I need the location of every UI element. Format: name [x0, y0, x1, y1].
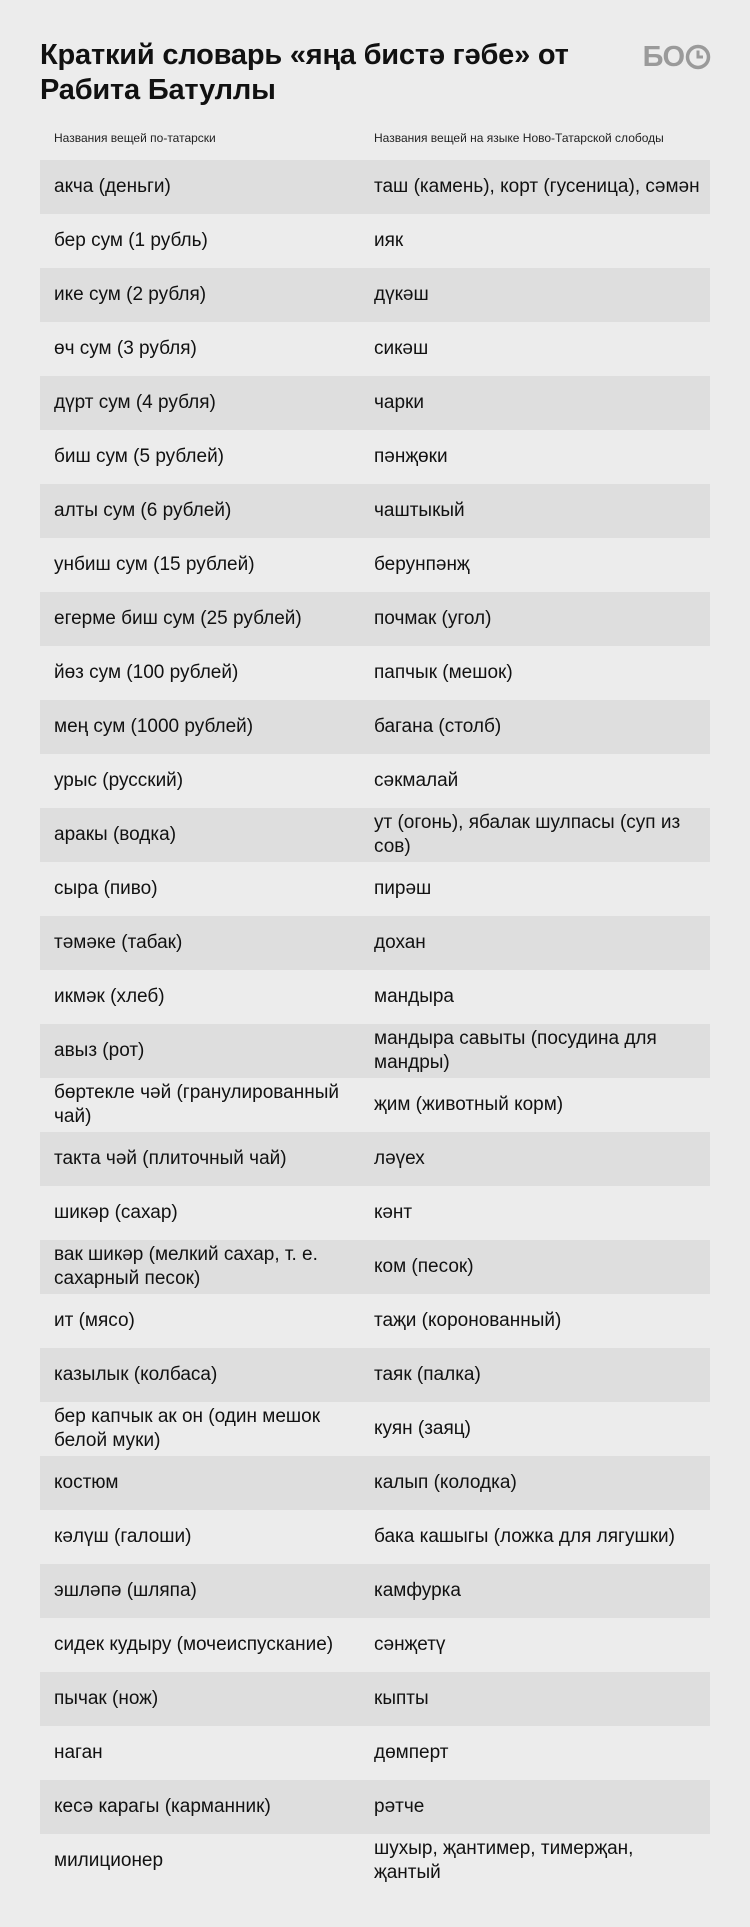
cell-tatar-text: казылык (колбаса): [54, 1364, 218, 1385]
cell-tatar: [54, 1294, 364, 1348]
cell-tatar-text: наган: [54, 1742, 103, 1763]
cell-sloboda-text: сәкмалай: [374, 770, 459, 791]
logo-text: БО: [642, 41, 684, 73]
cell-tatar-text: егерме биш сум (25 рублей): [54, 608, 302, 629]
cell-sloboda-text: мандыра савыты (посудина для мандры): [374, 1028, 657, 1073]
cell-sloboda: [374, 268, 704, 322]
cell-tatar: [54, 430, 364, 484]
table-row: [40, 1024, 710, 1078]
cell-sloboda-text: ияк: [374, 230, 404, 251]
cell-tatar-text: бер капчык ак он (один мешок белой муки): [54, 1406, 321, 1451]
cell-tatar-text: шикәр (сахар): [54, 1202, 178, 1223]
table-row: [40, 430, 710, 484]
cell-sloboda-text: рәтче: [374, 1796, 425, 1817]
cell-tatar-text: кәлүш (галоши): [54, 1526, 192, 1547]
cell-sloboda: [374, 1402, 704, 1456]
cell-tatar: [54, 1510, 364, 1564]
cell-sloboda: [374, 916, 704, 970]
cell-sloboda: [374, 1240, 704, 1294]
column-header-sloboda: Названия вещей на языке Ново-Татарской слободы: [374, 131, 664, 145]
cell-sloboda-text: чарки: [374, 392, 424, 413]
cell-sloboda-text: багана (столб): [374, 716, 502, 737]
cell-sloboda-text: кыпты: [374, 1688, 429, 1709]
cell-tatar-text: өч сум (3 рубля): [54, 338, 197, 359]
table-row: [40, 268, 710, 322]
cell-sloboda-text: камфурка: [374, 1580, 461, 1601]
cell-sloboda: [374, 1510, 704, 1564]
cell-sloboda: [374, 1078, 704, 1132]
cell-sloboda-text: калып (колодка): [374, 1472, 517, 1493]
cell-sloboda-text: ком (песок): [374, 1256, 474, 1277]
cell-sloboda-text: шухыр, җантимер, тимерҗан, җантый: [374, 1838, 634, 1883]
cell-tatar-text: икмәк (хлеб): [54, 986, 165, 1007]
cell-tatar-text: такта чәй (плиточный чай): [54, 1148, 287, 1169]
cell-sloboda: [374, 1672, 704, 1726]
cell-sloboda: [374, 322, 704, 376]
table-row: [40, 1294, 710, 1348]
cell-tatar: [54, 1456, 364, 1510]
clock-icon: [685, 44, 711, 70]
table-row: [40, 1726, 710, 1780]
cell-tatar: [54, 1240, 364, 1294]
cell-tatar: [54, 916, 364, 970]
table-row: [40, 646, 710, 700]
cell-tatar: [54, 268, 364, 322]
cell-tatar-text: бер сум (1 рубль): [54, 230, 208, 251]
table-row: [40, 1186, 710, 1240]
cell-sloboda-text: дохан: [374, 932, 426, 953]
cell-sloboda: [374, 538, 704, 592]
cell-sloboda-text: куян (заяц): [374, 1418, 471, 1439]
cell-tatar: [54, 214, 364, 268]
cell-sloboda: [374, 808, 704, 862]
cell-sloboda-text: таяк (палка): [374, 1364, 481, 1385]
cell-tatar: [54, 1132, 364, 1186]
table-row: [40, 916, 710, 970]
cell-sloboda-text: сәнҗетү: [374, 1634, 446, 1655]
cell-sloboda-text: дүкәш: [374, 284, 429, 305]
table-row: [40, 322, 710, 376]
cell-sloboda-text: бака кашыгы (ложка для лягушки): [374, 1526, 675, 1547]
cell-sloboda: [374, 1834, 704, 1888]
cell-tatar-text: кесә карагы (карманник): [54, 1796, 271, 1817]
dictionary-table: [40, 160, 710, 1888]
cell-tatar-text: алты сум (6 рублей): [54, 500, 232, 521]
cell-tatar: [54, 322, 364, 376]
table-row: [40, 214, 710, 268]
cell-tatar-text: сидек кудыру (мочеиспускание): [54, 1634, 334, 1655]
cell-tatar: [54, 1186, 364, 1240]
table-row: [40, 484, 710, 538]
cell-sloboda: [374, 1618, 704, 1672]
cell-sloboda-text: сикәш: [374, 338, 429, 359]
cell-sloboda: [374, 754, 704, 808]
cell-tatar-text: ике сум (2 рубля): [54, 284, 207, 305]
page-title: Краткий словарь «яңа бистә гәбе» от Рабита Батуллы: [40, 39, 569, 106]
cell-sloboda: [374, 430, 704, 484]
table-row: [40, 1456, 710, 1510]
cell-tatar: [54, 1402, 364, 1456]
cell-sloboda: [374, 214, 704, 268]
cell-tatar-text: сыра (пиво): [54, 878, 158, 899]
cell-tatar: [54, 808, 364, 862]
cell-sloboda-text: ут (огонь), ябалак шулпасы (суп из сов): [374, 812, 681, 857]
cell-sloboda: [374, 1294, 704, 1348]
cell-tatar-text: тәмәке (табак): [54, 932, 183, 953]
cell-sloboda: [374, 1456, 704, 1510]
cell-tatar: [54, 754, 364, 808]
cell-tatar: [54, 1348, 364, 1402]
table-row: [40, 1132, 710, 1186]
table-row: [40, 1564, 710, 1618]
cell-sloboda: [374, 592, 704, 646]
cell-tatar: [54, 592, 364, 646]
cell-sloboda-text: пирәш: [374, 878, 432, 899]
cell-tatar: [54, 160, 364, 214]
cell-sloboda: [374, 1186, 704, 1240]
cell-tatar-text: авыз (рот): [54, 1040, 145, 1061]
cell-tatar: [54, 1078, 364, 1132]
cell-tatar: [54, 376, 364, 430]
cell-tatar-text: аракы (водка): [54, 824, 177, 845]
cell-sloboda: [374, 1726, 704, 1780]
cell-tatar: [54, 862, 364, 916]
cell-sloboda-text: почмак (угол): [374, 608, 492, 629]
table-row: [40, 1834, 710, 1888]
cell-sloboda: [374, 160, 704, 214]
cell-tatar: [54, 970, 364, 1024]
cell-sloboda: [374, 646, 704, 700]
cell-sloboda-text: ләүех: [374, 1148, 425, 1169]
cell-tatar: [54, 1780, 364, 1834]
cell-tatar-text: мең сум (1000 рублей): [54, 716, 254, 737]
cell-tatar-text: акча (деньги): [54, 176, 171, 197]
cell-sloboda-text: таҗи (коронованный): [374, 1310, 562, 1331]
cell-tatar: [54, 538, 364, 592]
cell-tatar-text: вак шикәр (мелкий сахар, т. е. сахарный песок): [54, 1244, 318, 1289]
cell-tatar-text: биш сум (5 рублей): [54, 446, 225, 467]
cell-sloboda-text: кәнт: [374, 1202, 413, 1223]
cell-sloboda-text: чаштыкый: [374, 500, 465, 521]
table-row: [40, 1240, 710, 1294]
cell-tatar-text: эшләпә (шляпа): [54, 1580, 197, 1601]
table-row: [40, 376, 710, 430]
table-row: [40, 862, 710, 916]
cell-sloboda-text: пәнҗөки: [374, 446, 448, 467]
cell-tatar: [54, 1618, 364, 1672]
cell-tatar-text: пычак (нож): [54, 1688, 159, 1709]
table-row: [40, 538, 710, 592]
cell-tatar: [54, 646, 364, 700]
cell-sloboda-text: җим (животный корм): [374, 1094, 564, 1115]
table-row: [40, 808, 710, 862]
table-row: [40, 1510, 710, 1564]
cell-sloboda: [374, 1564, 704, 1618]
cell-sloboda: [374, 970, 704, 1024]
cell-tatar: [54, 1564, 364, 1618]
cell-tatar: [54, 1726, 364, 1780]
cell-sloboda-text: дөмперт: [374, 1742, 449, 1763]
table-row: [40, 1078, 710, 1132]
cell-tatar-text: бөртекле чәй (гранулированный чай): [54, 1082, 339, 1127]
cell-tatar-text: костюм: [54, 1472, 119, 1493]
table-row: [40, 970, 710, 1024]
cell-sloboda-text: мандыра: [374, 986, 454, 1007]
table-row: [40, 1780, 710, 1834]
cell-sloboda: [374, 1024, 704, 1078]
cell-tatar-text: унбиш сум (15 рублей): [54, 554, 255, 575]
cell-sloboda: [374, 1132, 704, 1186]
cell-sloboda-text: таш (камень), корт (гусеница), сәмән: [374, 176, 700, 197]
cell-tatar: [54, 700, 364, 754]
table-row: [40, 1618, 710, 1672]
cell-tatar-text: дүрт сум (4 рубля): [54, 392, 216, 413]
cell-sloboda: [374, 700, 704, 754]
cell-sloboda: [374, 862, 704, 916]
cell-tatar: [54, 1834, 364, 1888]
cell-sloboda-text: берунпәнҗ: [374, 554, 470, 575]
column-header-tatar: Названия вещей по-татарски: [54, 131, 216, 145]
cell-tatar-text: милиционер: [54, 1850, 164, 1871]
cell-sloboda: [374, 1780, 704, 1834]
cell-sloboda-text: папчык (мешок): [374, 662, 513, 683]
table-row: [40, 160, 710, 214]
table-row: [40, 1672, 710, 1726]
table-row: [40, 1348, 710, 1402]
cell-sloboda: [374, 1348, 704, 1402]
column-headers: [40, 131, 710, 149]
cell-tatar: [54, 484, 364, 538]
table-row: [40, 592, 710, 646]
cell-tatar: [54, 1672, 364, 1726]
cell-sloboda: [374, 376, 704, 430]
cell-tatar: [54, 1024, 364, 1078]
brand-logo: [643, 40, 711, 74]
table-row: [40, 754, 710, 808]
table-row: [40, 1402, 710, 1456]
cell-tatar-text: урыс (русский): [54, 770, 184, 791]
cell-tatar-text: ит (мясо): [54, 1310, 135, 1331]
cell-sloboda: [374, 484, 704, 538]
table-row: [40, 700, 710, 754]
cell-tatar-text: йөз сум (100 рублей): [54, 662, 239, 683]
